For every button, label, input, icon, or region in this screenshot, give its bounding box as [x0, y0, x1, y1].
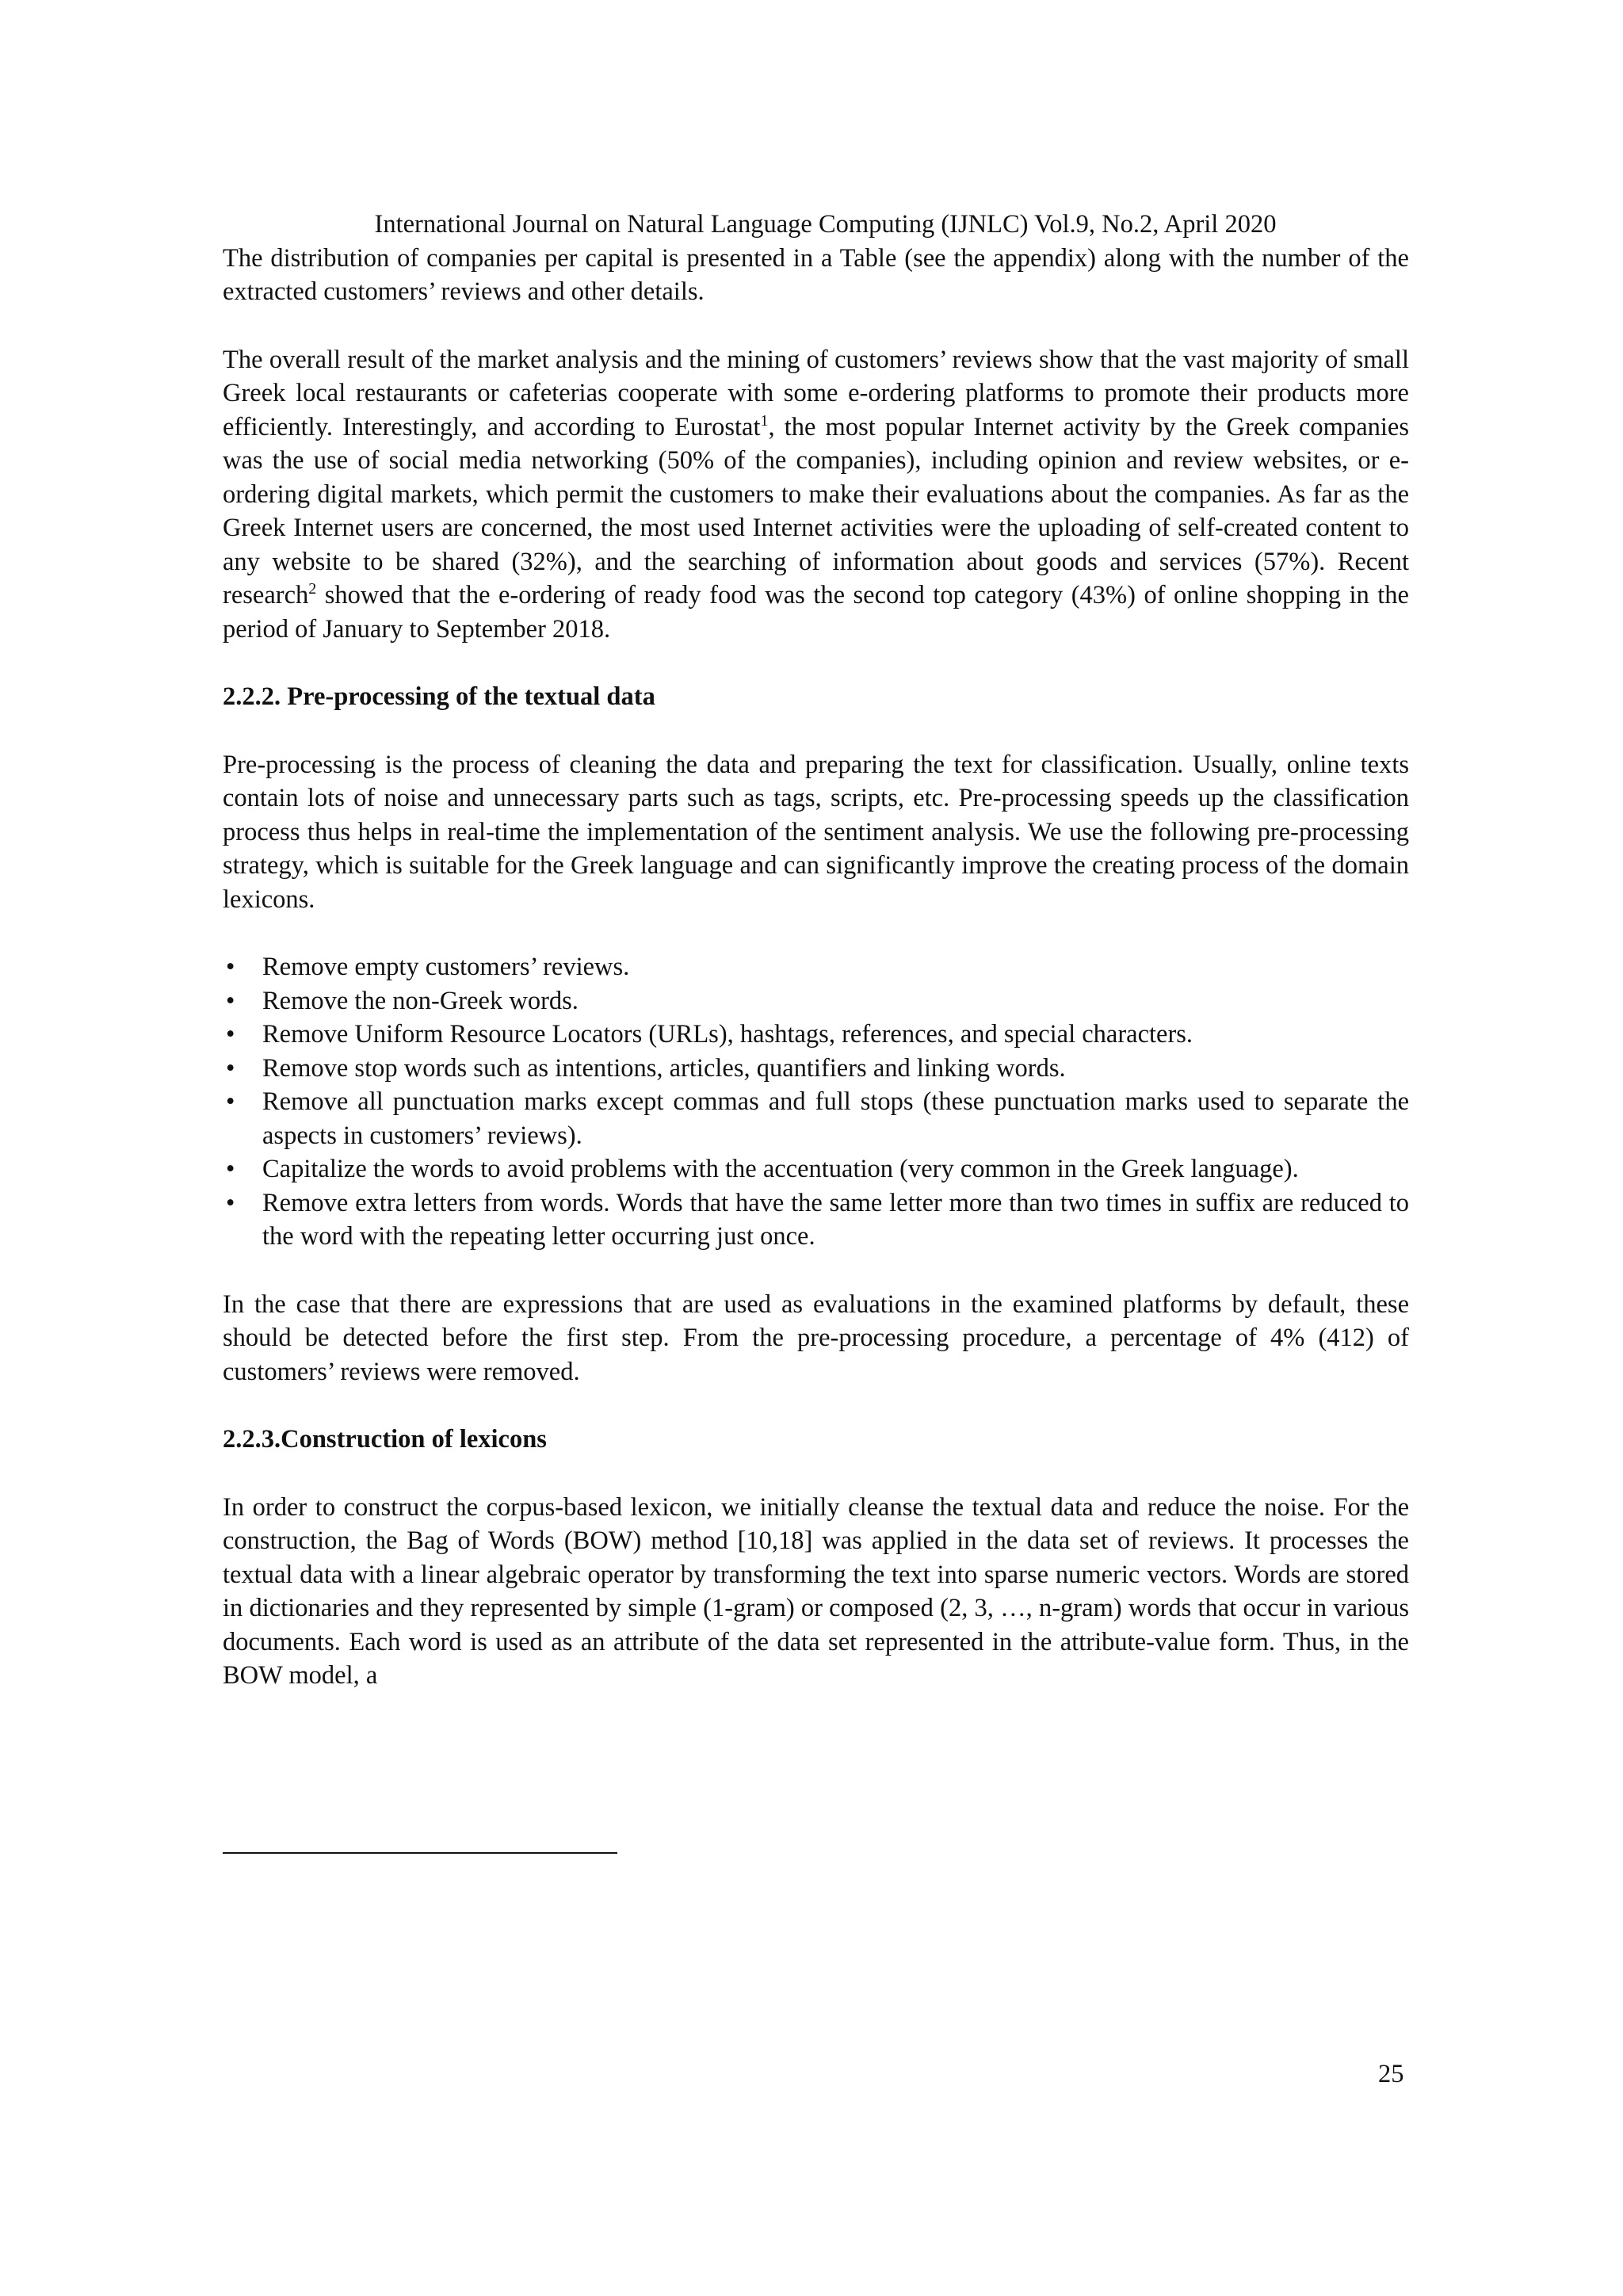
- footnote-ref-2: 2: [308, 580, 317, 598]
- list-item: • Remove empty customers’ reviews.: [223, 950, 1409, 984]
- bullet-icon: •: [226, 986, 235, 1015]
- footnote-ref-1: 1: [760, 411, 769, 430]
- paragraph-overall-result-part-1: The overall result of the market analysis and the mining of customers’ reviews show that the vast majority of small Greek local restaurants or cafeterias cooperate with some e-ordering platforms to promote their products more efficiently. Interestingly, and according to Eurostat: [223, 345, 1409, 441]
- list-item: • Remove the non-Greek words.: [223, 984, 1409, 1018]
- section-heading-lexicons: 2.2.3.Construction of lexicons: [223, 1425, 547, 1454]
- paragraph-overall-result-part-3: showed that the e-ordering of ready food was the second top category (43%) of online shopping in the period of January to September 2018.: [223, 581, 1409, 644]
- list-item: • Capitalize the words to avoid problems with the accentuation (very common in the Greek language).: [223, 1152, 1409, 1186]
- paragraph-preprocessing: Pre-processing is the process of cleaning the data and preparing the text for classification. Usually, online texts contain lots of noise and unnecessary parts such as tags, scripts, etc. Pre-processing speeds up the classification process thus helps in real-time the implementation of the sentiment analysis. We use the following pre-processing strategy, which is suitable for the Greek language and can significantly improve the creating process of the domain lexicons.: [223, 750, 1409, 914]
- page-content: [223, 208, 1409, 1693]
- paragraph-distribution: The distribution of companies per capital is presented in a Table (see the appendix) along with the number of the extracted customers’ reviews and other details.: [223, 243, 1409, 306]
- paragraph-overall-result: [223, 343, 1409, 647]
- list-item: • Remove stop words such as intentions, articles, quantifiers and linking words.: [223, 1052, 1409, 1086]
- list-item: • Remove Uniform Resource Locators (URLs), hashtags, references, and special characters.: [223, 1018, 1409, 1052]
- paragraph-overall-result-part-2: , the most popular Internet activity by the Greek companies was the use of social media networking (50% of the companies), including opinion and review websites, or e-ordering digital markets, which permit the customers to make their evaluations about the companies. As far as the Greek Internet users are concerned, the most used Internet activities were the uploading of self-created content to any website to be shared (32%), and the searching of information about goods and services (57%). Recent research: [223, 412, 1409, 609]
- bullet-icon: •: [226, 953, 235, 981]
- bullet-icon: •: [226, 1087, 235, 1116]
- bullet-icon: •: [226, 1155, 235, 1183]
- list-item: • Remove extra letters from words. Words that have the same letter more than two times in suffix are reduced to the word with the repeating letter occurring just once.: [223, 1186, 1409, 1254]
- page-number: 25: [1378, 2060, 1404, 2088]
- section-heading-preprocessing: 2.2.2. Pre-processing of the textual data: [223, 682, 655, 711]
- running-header: International Journal on Natural Language Computing (IJNLC) Vol.9, No.2, April 2020: [374, 210, 1277, 239]
- list-item: • Remove all punctuation marks except commas and full stops (these punctuation marks used to separate the aspects in customers’ reviews).: [223, 1085, 1409, 1152]
- paragraph-lexicons: In order to construct the corpus-based lexicon, we initially cleanse the textual data and reduce the noise. For the construction, the Bag of Words (BOW) method [10,18] was applied in the data set of reviews. It processes the textual data with a linear algebraic operator by transforming the text into sparse numeric vectors. Words are stored in dictionaries and they represented by simple (1-gram) or composed (2, 3, …, n-gram) words that occur in various documents. Each word is used as an attribute of the data set represented in the attribute-value form. Thus, in the BOW model, a: [223, 1492, 1409, 1690]
- bullet-icon: •: [226, 1020, 235, 1049]
- paragraph-expressions: In the case that there are expressions that are used as evaluations in the examined platforms by default, these should be detected before the first step. From the pre-processing procedure, a percentage of 4% (412) of customers’ reviews were removed.: [223, 1289, 1409, 1386]
- preprocessing-steps-list: [223, 950, 1409, 1254]
- footnote-separator: [223, 1852, 617, 1854]
- bullet-icon: •: [226, 1053, 235, 1083]
- bullet-icon: •: [226, 1188, 235, 1217]
